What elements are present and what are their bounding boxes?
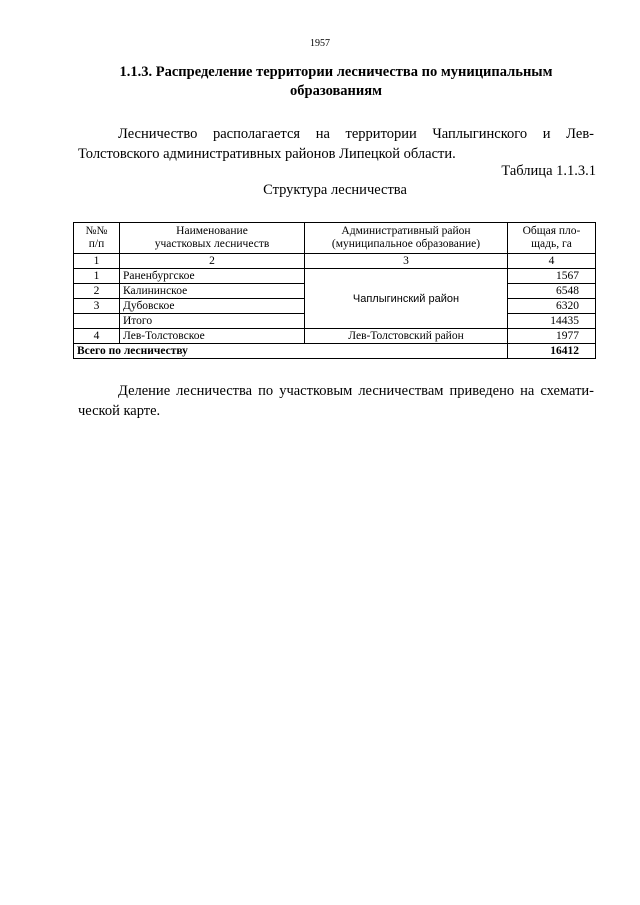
header-num: №№ п/п — [74, 223, 120, 254]
paragraph-line: ческой карте. — [78, 403, 161, 419]
header-name: Наименование участковых лесничеств — [120, 223, 305, 254]
heading-line-1: 1.1.3. Распределение территории лесничества по муниципальным — [119, 64, 553, 80]
row-area: 14435 — [508, 314, 596, 329]
column-number: 4 — [508, 254, 596, 269]
header-area: Общая пло- щадь, га — [508, 223, 596, 254]
table-reference: Таблица 1.1.3.1 — [501, 163, 596, 179]
page-number: 1957 — [310, 38, 330, 49]
intro-paragraph — [78, 124, 594, 164]
row-district: Лев-Толстовский район — [305, 329, 508, 344]
row-num: 4 — [74, 329, 120, 344]
column-number: 3 — [305, 254, 508, 269]
column-number: 1 — [74, 254, 120, 269]
total-area: 16412 — [508, 344, 596, 359]
row-name: Калининское — [120, 284, 305, 299]
paragraph-line: Лесничество располагается на территории Чаплыгинского и Лев- — [118, 126, 594, 142]
paragraph-line: Деление лесничества по участковым лесничествам приведено на схемати- — [118, 383, 594, 399]
table-header-row — [74, 223, 596, 254]
row-name: Итого — [120, 314, 305, 329]
row-area: 1567 — [508, 269, 596, 284]
row-name: Лев-Толстовское — [120, 329, 305, 344]
map-paragraph — [78, 381, 594, 421]
row-num: 2 — [74, 284, 120, 299]
section-heading — [86, 63, 586, 101]
merged-district-cell: Чаплыгинский район — [305, 269, 508, 329]
total-row — [74, 344, 596, 359]
column-number-row — [74, 254, 596, 269]
row-num — [74, 314, 120, 329]
row-area: 6320 — [508, 299, 596, 314]
paragraph-line: Толстовского административных районов Липецкой области. — [78, 146, 456, 162]
table-row — [74, 329, 596, 344]
heading-line-2: образованиям — [290, 83, 382, 99]
table-row — [74, 269, 596, 284]
row-name: Раненбургское — [120, 269, 305, 284]
total-label: Всего по лесничеству — [74, 344, 508, 359]
forestry-structure-table — [73, 222, 596, 359]
table-title: Структура лесничества — [263, 182, 407, 198]
row-num: 1 — [74, 269, 120, 284]
column-number: 2 — [120, 254, 305, 269]
row-area: 1977 — [508, 329, 596, 344]
header-district: Административный район (муниципальное образование) — [305, 223, 508, 254]
row-num: 3 — [74, 299, 120, 314]
row-area: 6548 — [508, 284, 596, 299]
row-name: Дубовское — [120, 299, 305, 314]
